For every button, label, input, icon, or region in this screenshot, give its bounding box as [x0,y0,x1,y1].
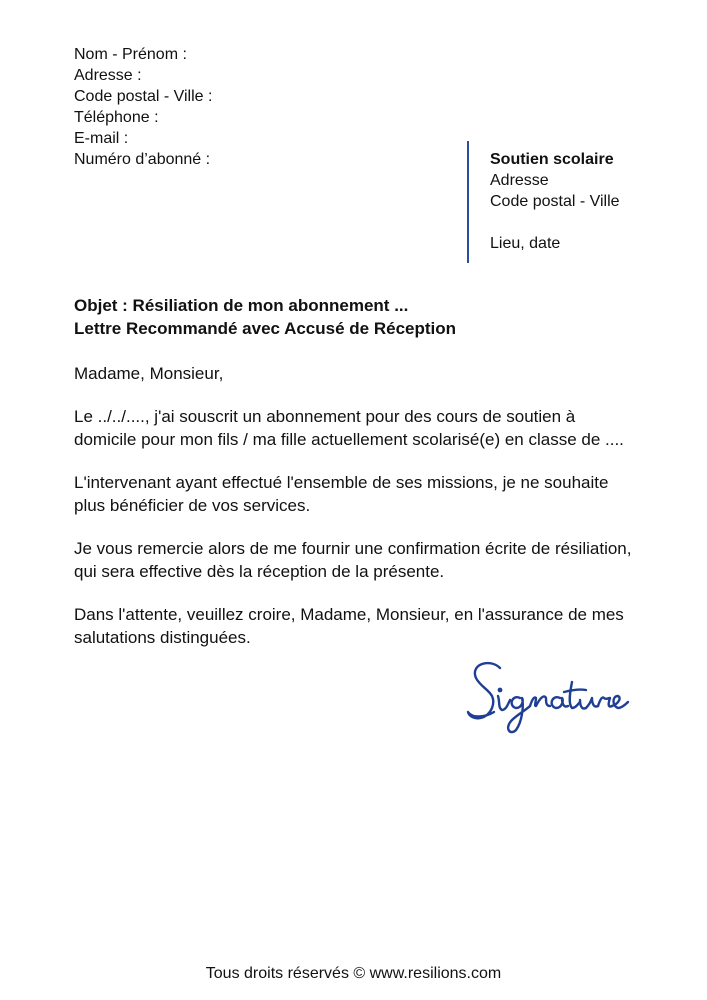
sender-subscriber-label: Numéro d’abonné : [74,151,211,168]
recipient-spacer [490,212,620,233]
registered-mail-line: Lettre Recommandé avec Accusé de Réception [74,319,457,338]
recipient-postal: Code postal - Ville [490,193,620,210]
sender-email-label: E-mail : [74,130,129,147]
place-date: Lieu, date [490,235,561,252]
sender-phone-label: Téléphone : [74,109,159,126]
body-paragraph-4: Dans l'attente, veuillez croire, Madame, Monsieur, en l'assurance de mes salutations distinguées. [74,605,624,647]
sender-postal-label: Code postal - Ville : [74,88,213,105]
salutation: Madame, Monsieur, [74,364,224,383]
body-paragraph-2: L'intervenant ayant effectué l'ensemble de ses missions, je ne souhaite plus bénéficier de vos services. [74,473,609,515]
letter-body [74,362,639,669]
recipient-divider [467,141,469,263]
footer-copyright: Tous droits réservés © www.resilions.com [205,965,502,982]
body-paragraph-1: Le ../../...., j'ai souscrit un abonnement pour des cours de soutien à domicile pour mon fils / ma fille actuellement scolarisé(e) en classe de .... [74,407,624,449]
recipient-name: Soutien scolaire [490,151,614,168]
handwritten-signature [462,656,632,736]
subject-line: Objet : Résiliation de mon abonnement ... [74,296,409,315]
recipient-address: Adresse [490,172,549,189]
sender-address-label: Adresse : [74,67,142,84]
body-paragraph-3: Je vous remercie alors de me fournir une confirmation écrite de résiliation, qui sera effective dès la réception de la présente. [74,539,632,581]
recipient-block [490,149,620,254]
sender-block [74,44,212,170]
sender-name-label: Nom - Prénom : [74,46,187,63]
subject-block [74,294,456,340]
